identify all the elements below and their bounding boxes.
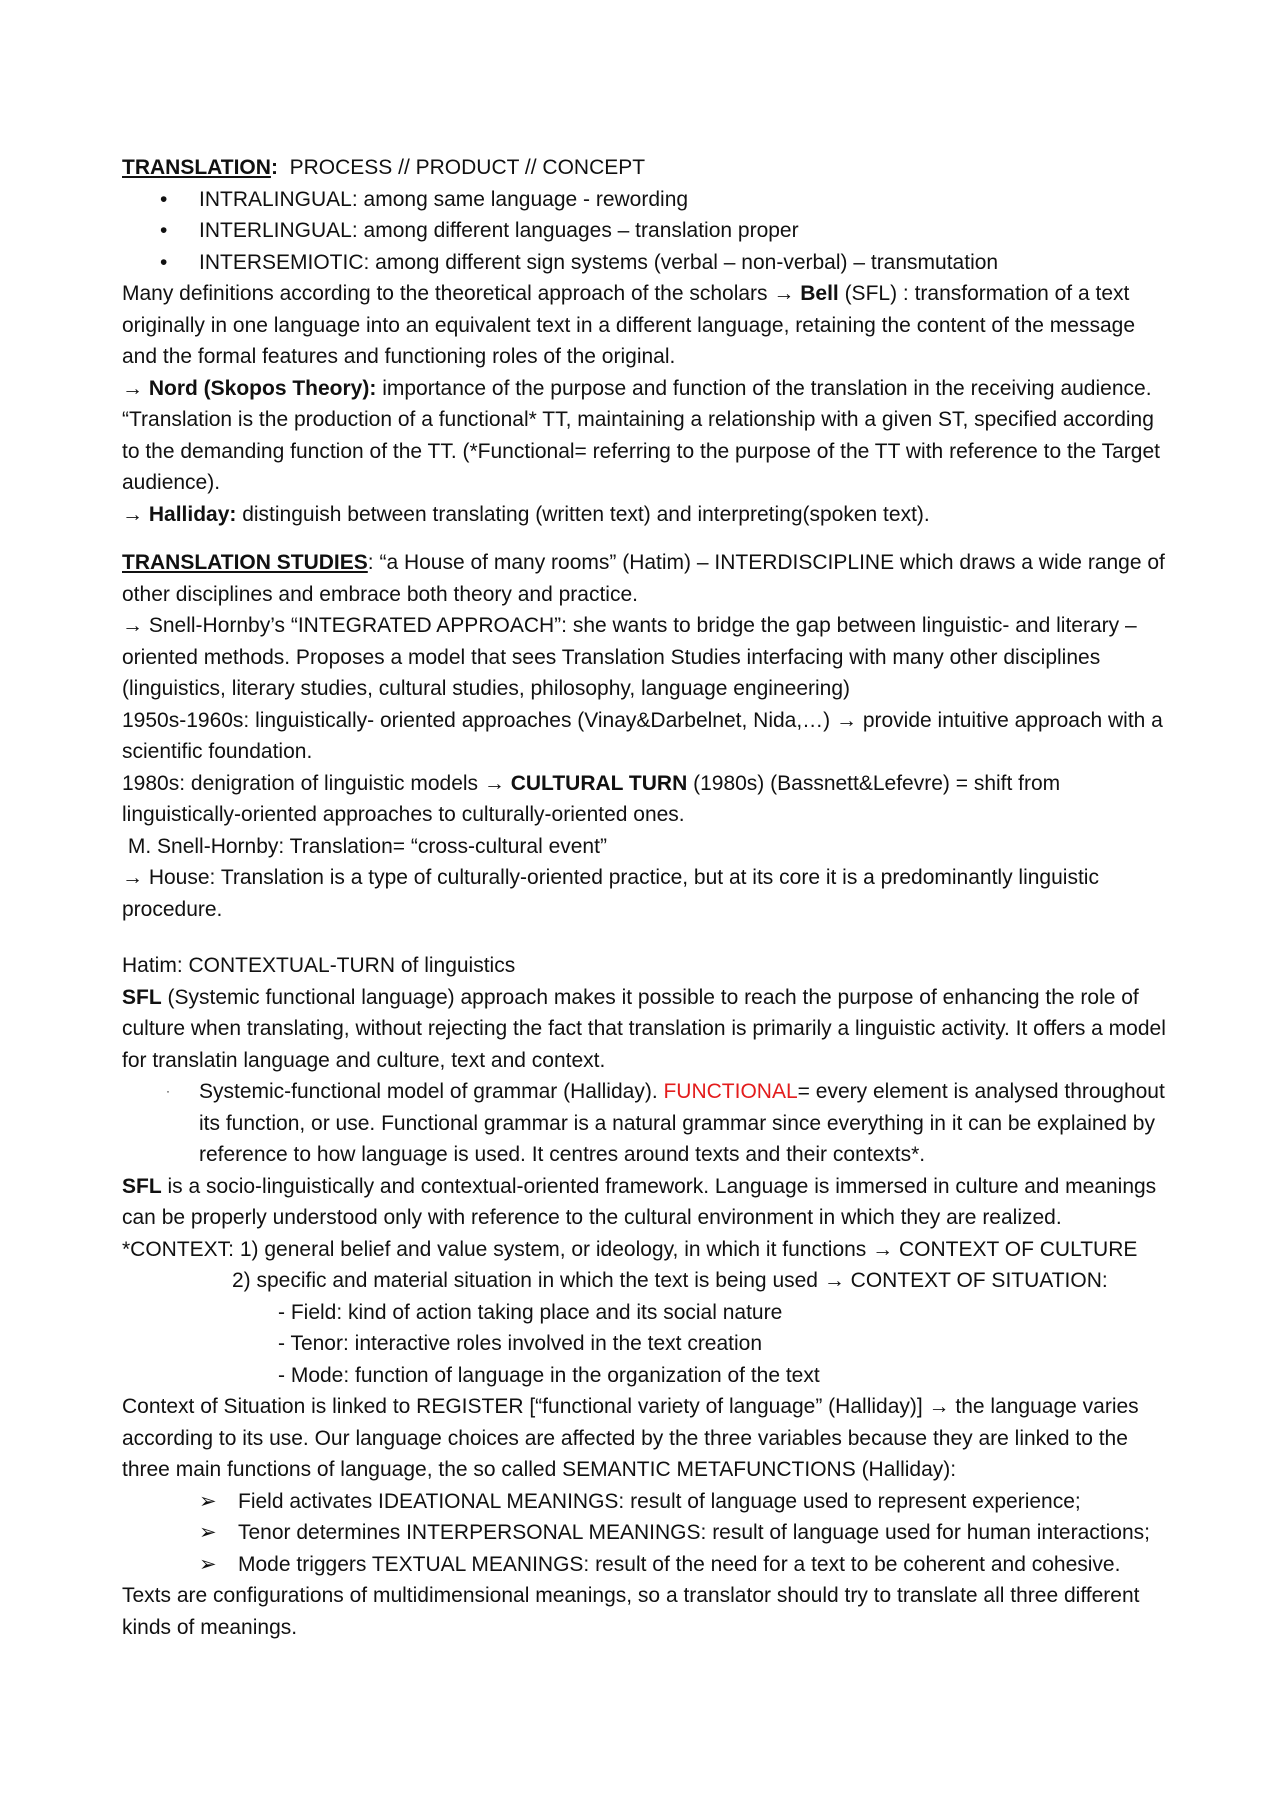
hatim-title: Hatim: CONTEXTUAL-TURN of linguistics (122, 954, 516, 977)
eighties-paragraph: 1980s: denigration of linguistic models → CULTURAL TURN (1980s) (Bassnett&Lefevre) = shift from linguistically-oriented approaches to culturally-oriented ones. (122, 771, 1061, 826)
list-item: • INTRALINGUAL: among same language - rewording (122, 184, 1168, 216)
bell-paragraph: Many definitions according to the theoretical approach of the scholars → Bell (SFL) : transformation of a text originally in one language into an equivalent text in a different language, retaining the content of the message and the formal features and functioning roles of the original. (122, 282, 1135, 368)
studies-heading: TRANSLATION STUDIES (122, 551, 368, 574)
functional-highlight: FUNCTIONAL (663, 1080, 798, 1103)
tenor-line: - Tenor: interactive roles involved in the text creation (278, 1332, 763, 1355)
arrow-bullet-icon: ➢ (199, 1489, 217, 1513)
halliday-paragraph: → Halliday: distinguish between translating (written text) and interpreting(spoken text). (122, 502, 930, 526)
context-line-2: 2) specific and material situation in which the text is being used → CONTEXT OF SITUATION: (232, 1269, 1108, 1292)
document-page (122, 152, 1168, 1643)
translation-types-list (122, 184, 1168, 279)
sfl-paragraph-2: SFL is a socio-linguistically and contextual-oriented framework. Language is immersed in culture and meanings can be properly understood only with reference to the cultural environment in which they are realized. (122, 1174, 1157, 1229)
mode-line: - Mode: function of language in the organization of the text (278, 1363, 820, 1387)
closing-paragraph: Texts are configurations of multidimensional meanings, so a translator should try to translate all three different kinds of meanings. (122, 1584, 1140, 1639)
bullet-icon: • (160, 250, 168, 274)
list-item: ➢ Field activates IDEATIONAL MEANINGS: result of language used to represent experience; (122, 1486, 1168, 1518)
sfl-paragraph-1: SFL (Systemic functional language) approach makes it possible to reach the purpose of enhancing the role of culture when translating, without rejecting the fact that translation is primarily a linguistic activity. It offers a model for translatin language and culture, text and context. (122, 985, 1166, 1072)
translation-heading: TRANSLATION (122, 156, 271, 179)
dot-icon: · (166, 1084, 170, 1098)
register-paragraph: Context of Situation is linked to REGISTER [“functional variety of language” (Halliday)] → the language varies according to its use. Our language choices are affected by the three variables because they are linked to the three main functions of language, the so called SEMANTIC METAFUNCTIONS (Halliday): (122, 1395, 1139, 1481)
translation-heading-line: TRANSLATION: PROCESS // PRODUCT // CONCEPT (122, 156, 646, 179)
list-item: ➢ Tenor determines INTERPERSONAL MEANINGS: result of language used for human interactions; (122, 1517, 1168, 1549)
house-paragraph: → House: Translation is a type of culturally-oriented practice, but at its core it is a predominantly linguistic procedure. (122, 866, 1099, 921)
studies-paragraph: TRANSLATION STUDIES: “a House of many rooms” (Hatim) – INTERDISCIPLINE which draws a wide range of other disciplines and embrace both theory and practice. (122, 551, 1165, 606)
snell-hornby-line: M. Snell-Hornby: Translation= “cross-cultural event” (122, 834, 607, 858)
model-list-item: · Systemic-functional model of grammar (Halliday). FUNCTIONAL= every element is analysed throughout its function, or use. Functional grammar is a natural grammar since everything in it can be explained by reference to how language is used. It centres around texts and their contexts*. (122, 1076, 1168, 1171)
context-line-1: *CONTEXT: 1) general belief and value system, or ideology, in which it functions → CONTEXT OF CULTURE (122, 1237, 1138, 1261)
arrow-bullet-icon: ➢ (199, 1521, 217, 1544)
bullet-icon: • (160, 219, 168, 242)
arrow-bullet-icon: ➢ (199, 1552, 217, 1576)
snell-paragraph: → Snell-Hornby’s “INTEGRATED APPROACH”: she wants to bridge the gap between linguistic- and literary –oriented methods. Proposes a model that sees Translation Studies interfacing with many other disciplines (linguistics, literary studies, cultural studies, philosophy, language engineering) (122, 614, 1137, 700)
bullet-icon: • (160, 187, 168, 211)
list-item: • INTERSEMIOTIC: among different sign systems (verbal – non-verbal) – transmutation (122, 247, 1168, 279)
nord-paragraph: → Nord (Skopos Theory): importance of the purpose and function of the translation in the receiving audience. “Translation is the production of a functional* TT, maintaining a relationship with a given ST, specified according to the demanding function of the TT. (*Functional= referring to the purpose of the TT with reference to the Target audience). (122, 376, 1160, 494)
field-line: - Field: kind of action taking place and its social nature (278, 1300, 783, 1324)
fifties-paragraph: 1950s-1960s: linguistically- oriented approaches (Vinay&Darbelnet, Nida,…) → provide intuitive approach with a scientific foundation. (122, 708, 1163, 763)
list-item: ➢ Mode triggers TEXTUAL MEANINGS: result of the need for a text to be coherent and cohesive. (122, 1549, 1168, 1581)
list-item: • INTERLINGUAL: among different languages – translation proper (122, 215, 1168, 247)
